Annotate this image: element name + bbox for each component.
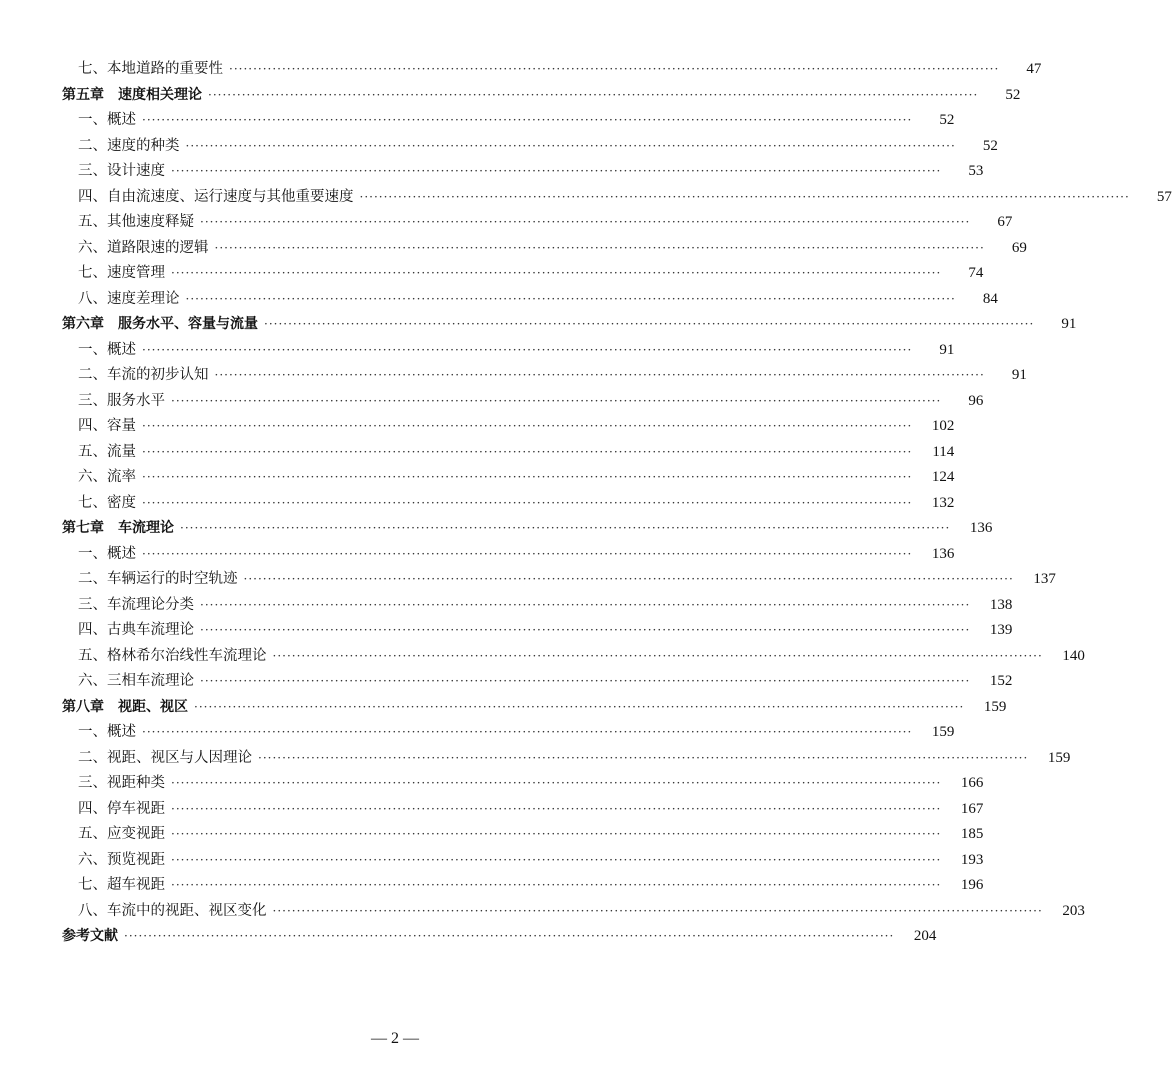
dot-leader: ································································································································································ bbox=[142, 546, 913, 561]
toc-section-row[interactable] bbox=[62, 771, 984, 797]
dot-leader: ································································································································································ bbox=[142, 113, 913, 127]
toc-entry-label: 八、车流中的视距、视区变化 bbox=[78, 902, 267, 919]
toc-page-number: 139 bbox=[989, 622, 1013, 638]
dot-leader: ································································································································································ bbox=[200, 623, 971, 637]
toc-entry-label: 三、设计速度 bbox=[78, 163, 165, 179]
toc-page-number: 102 bbox=[931, 418, 955, 434]
toc-chapter-row[interactable] bbox=[62, 516, 993, 542]
table-of-contents bbox=[62, 57, 1172, 950]
toc-section-row[interactable] bbox=[62, 210, 1013, 236]
toc-section-row[interactable] bbox=[62, 567, 1056, 593]
toc-page-number: 57 bbox=[1156, 188, 1172, 205]
toc-section-row[interactable] bbox=[62, 465, 955, 491]
toc-chapter-row[interactable] bbox=[62, 312, 1077, 338]
toc-entry-label: 第六章 服务水平、容量与流量 bbox=[62, 316, 258, 332]
toc-page-number: 132 bbox=[931, 494, 955, 511]
toc-entry-label: 一、概述 bbox=[78, 341, 136, 358]
toc-entry-label: 参考文献 bbox=[62, 928, 118, 944]
dot-leader: ································································································································································ bbox=[171, 393, 942, 408]
toc-section-row[interactable] bbox=[62, 159, 984, 185]
dot-leader: ································································································································································ bbox=[185, 291, 956, 306]
toc-entry-label: 第五章 速度相关理论 bbox=[62, 86, 202, 103]
toc-page-number: 152 bbox=[989, 673, 1013, 689]
toc-section-row[interactable] bbox=[62, 618, 1013, 644]
toc-section-row[interactable] bbox=[62, 414, 955, 440]
toc-entry-label: 四、自由流速度、运行速度与其他重要速度 bbox=[78, 188, 354, 205]
toc-entry-label: 四、古典车流理论 bbox=[78, 622, 194, 638]
toc-chapter-row[interactable] bbox=[62, 695, 1007, 721]
toc-section-row[interactable] bbox=[62, 108, 955, 134]
toc-section-row[interactable] bbox=[62, 822, 984, 848]
toc-page-number: 53 bbox=[968, 163, 984, 179]
dot-leader: ································································································································································ bbox=[171, 164, 942, 178]
toc-entry-label: 二、速度的种类 bbox=[78, 137, 180, 154]
toc-entry-label: 四、容量 bbox=[78, 418, 136, 434]
toc-entry-label: 六、三相车流理论 bbox=[78, 673, 194, 689]
toc-entry-label: 三、视距种类 bbox=[78, 775, 165, 791]
dot-leader: ································································································································································ bbox=[214, 240, 985, 255]
toc-page-number: 203 bbox=[1062, 902, 1085, 919]
dot-leader: ································································································································································ bbox=[214, 368, 985, 382]
toc-page-number: 96 bbox=[968, 392, 984, 409]
toc-section-row[interactable] bbox=[62, 720, 955, 746]
toc-section-row[interactable] bbox=[62, 899, 1085, 925]
toc-section-row[interactable] bbox=[62, 134, 998, 160]
toc-section-row[interactable] bbox=[62, 491, 955, 517]
toc-section-row[interactable] bbox=[62, 287, 998, 313]
toc-page-number: 114 bbox=[932, 443, 955, 460]
dot-leader: ································································································································································ bbox=[185, 138, 956, 153]
toc-entry-label: 一、概述 bbox=[78, 545, 136, 562]
toc-entry-label: 二、车流的初步认知 bbox=[78, 367, 209, 383]
toc-entry-label: 五、格林希尔治线性车流理论 bbox=[78, 647, 267, 664]
dot-leader: ································································································································································ bbox=[208, 87, 979, 102]
toc-entry-label: 二、车辆运行的时空轨迹 bbox=[78, 571, 238, 587]
toc-chapter-row[interactable] bbox=[62, 924, 937, 950]
toc-page-number: 159 bbox=[983, 698, 1007, 715]
dot-leader: ································································································································································ bbox=[359, 189, 1130, 204]
toc-section-row[interactable] bbox=[62, 338, 955, 364]
toc-page-number: 204 bbox=[913, 928, 937, 944]
toc-section-row[interactable] bbox=[62, 363, 1027, 389]
toc-page-number: 67 bbox=[997, 214, 1013, 230]
toc-page-number: 84 bbox=[982, 290, 998, 307]
toc-page-number: 52 bbox=[939, 112, 955, 128]
dot-leader: ································································································································································ bbox=[200, 215, 971, 229]
toc-page-number: 136 bbox=[931, 545, 955, 562]
dot-leader: ································································································································································ bbox=[229, 62, 1000, 76]
toc-section-row[interactable] bbox=[62, 593, 1013, 619]
toc-section-row[interactable] bbox=[62, 669, 1013, 695]
toc-page-number: 74 bbox=[968, 265, 984, 281]
dot-leader: ································································································································································ bbox=[200, 597, 971, 612]
toc-entry-label: 三、车流理论分类 bbox=[78, 596, 194, 613]
toc-page-number: 137 bbox=[1033, 571, 1056, 587]
toc-entry-label: 七、超车视距 bbox=[78, 877, 165, 893]
toc-page-number: 196 bbox=[960, 877, 984, 893]
toc-page-number: 124 bbox=[931, 469, 955, 485]
dot-leader: ································································································································································ bbox=[258, 750, 1029, 765]
toc-section-row[interactable] bbox=[62, 848, 984, 874]
toc-section-row[interactable] bbox=[62, 873, 984, 899]
toc-entry-label: 第八章 视距、视区 bbox=[62, 698, 188, 715]
toc-page-number: 167 bbox=[960, 800, 984, 817]
dot-leader: ································································································································································ bbox=[200, 674, 971, 688]
dot-leader: ································································································································································ bbox=[171, 801, 942, 816]
toc-section-row[interactable] bbox=[62, 389, 984, 415]
toc-section-row[interactable] bbox=[62, 542, 955, 568]
toc-entry-label: 六、预览视距 bbox=[78, 851, 165, 868]
dot-leader: ································································································································································ bbox=[171, 852, 942, 867]
dot-leader: ································································································································································ bbox=[243, 572, 1014, 586]
dot-leader: ································································································································································ bbox=[272, 648, 1043, 663]
dot-leader: ································································································································································ bbox=[171, 878, 942, 892]
toc-chapter-row[interactable] bbox=[62, 83, 1021, 109]
toc-entry-label: 五、流量 bbox=[78, 443, 136, 460]
toc-entry-label: 七、速度管理 bbox=[78, 265, 165, 281]
toc-section-row[interactable] bbox=[62, 797, 984, 823]
dot-leader: ································································································································································ bbox=[142, 444, 913, 459]
toc-entry-label: 七、密度 bbox=[78, 494, 136, 511]
toc-section-row[interactable] bbox=[62, 261, 984, 287]
toc-page-number: 52 bbox=[982, 137, 998, 154]
toc-section-row[interactable] bbox=[62, 644, 1085, 670]
toc-entry-label: 第七章 车流理论 bbox=[62, 520, 174, 536]
toc-section-row[interactable] bbox=[62, 746, 1071, 772]
dot-leader: ································································································································································ bbox=[171, 266, 942, 280]
toc-entry-label: 六、流率 bbox=[78, 469, 136, 485]
toc-entry-label: 三、服务水平 bbox=[78, 392, 165, 409]
toc-page-number: 52 bbox=[1005, 86, 1021, 103]
toc-page-number: 69 bbox=[1011, 239, 1027, 256]
toc-entry-label: 五、应变视距 bbox=[78, 826, 165, 842]
toc-page-number: 47 bbox=[1026, 61, 1042, 77]
toc-page-number: 185 bbox=[960, 826, 984, 842]
toc-page-number: 159 bbox=[931, 724, 955, 740]
toc-page-number: 166 bbox=[960, 775, 984, 791]
dot-leader: ································································································································································ bbox=[142, 495, 913, 510]
toc-page-number: 159 bbox=[1047, 749, 1071, 766]
dot-leader: ································································································································································ bbox=[142, 470, 913, 484]
toc-page-number: 91 bbox=[1061, 316, 1077, 332]
toc-entry-label: 一、概述 bbox=[78, 724, 136, 740]
toc-entry-label: 七、本地道路的重要性 bbox=[78, 61, 223, 77]
toc-entry-label: 八、速度差理论 bbox=[78, 290, 180, 307]
toc-page-number: 138 bbox=[989, 596, 1013, 613]
toc-section-row[interactable] bbox=[62, 57, 1042, 83]
dot-leader: ································································································································································ bbox=[264, 317, 1035, 331]
dot-leader: ································································································································································ bbox=[171, 776, 942, 790]
toc-entry-label: 一、概述 bbox=[78, 112, 136, 128]
dot-leader: ································································································································································ bbox=[142, 342, 913, 357]
dot-leader: ································································································································································ bbox=[180, 521, 951, 535]
toc-entry-label: 六、道路限速的逻辑 bbox=[78, 239, 209, 256]
toc-section-row[interactable] bbox=[62, 185, 1172, 211]
toc-entry-label: 五、其他速度释疑 bbox=[78, 214, 194, 230]
page-number: — 2 — bbox=[371, 1030, 419, 1047]
dot-leader: ································································································································································ bbox=[171, 827, 942, 841]
dot-leader: ································································································································································ bbox=[142, 419, 913, 433]
toc-entry-label: 二、视距、视区与人因理论 bbox=[78, 749, 252, 766]
dot-leader: ································································································································································ bbox=[272, 903, 1043, 918]
toc-page-number: 91 bbox=[939, 341, 955, 358]
dot-leader: ································································································································································ bbox=[194, 699, 965, 714]
toc-page-number: 193 bbox=[960, 851, 984, 868]
toc-section-row[interactable] bbox=[62, 440, 955, 466]
toc-page-number: 91 bbox=[1011, 367, 1027, 383]
toc-page-number: 140 bbox=[1062, 647, 1085, 664]
dot-leader: ································································································································································ bbox=[124, 929, 895, 943]
toc-entry-label: 四、停车视距 bbox=[78, 800, 165, 817]
toc-page-number: 136 bbox=[969, 520, 993, 536]
toc-section-row[interactable] bbox=[62, 236, 1027, 262]
dot-leader: ································································································································································ bbox=[142, 725, 913, 739]
